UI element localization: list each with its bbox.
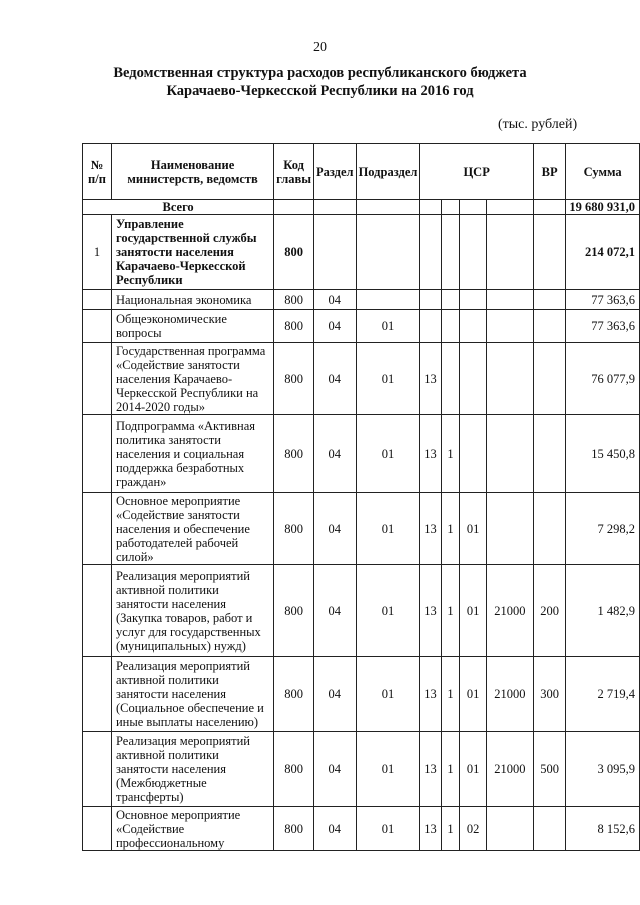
row-csr-program: 13 [420, 565, 441, 657]
row-podrazdel: 01 [356, 807, 420, 851]
row-csr-program [420, 290, 441, 310]
row-csr-event: 01 [460, 493, 486, 565]
row-podrazdel [356, 215, 420, 290]
row-kod: 800 [274, 215, 314, 290]
row-csr-event: 01 [460, 732, 486, 807]
row-csr-event [460, 343, 486, 415]
row-podrazdel: 01 [356, 343, 420, 415]
row-vr [533, 493, 565, 565]
row-sum: 7 298,2 [566, 493, 640, 565]
page-number: 20 [313, 40, 327, 55]
row-name: Реализация мероприятий активной политики занятости населения (Межбюджетные трансферты) [111, 732, 273, 807]
row-vr [533, 215, 565, 290]
row-razdel [313, 215, 356, 290]
row-kod: 800 [274, 343, 314, 415]
row-razdel: 04 [313, 493, 356, 565]
row-kod: 800 [274, 657, 314, 732]
row-csr-program: 13 [420, 415, 441, 493]
row-num [83, 290, 112, 310]
row-name: Управление государственной службы занятости населения Карачаево-Черкесской Республики [111, 215, 273, 290]
table-row [83, 493, 640, 565]
row-num [83, 565, 112, 657]
row-csr-program: 13 [420, 657, 441, 732]
row-kod: 800 [274, 565, 314, 657]
table-row [83, 732, 640, 807]
total-sum: 19 680 931,0 [566, 200, 640, 215]
row-sum: 76 077,9 [566, 343, 640, 415]
row-podrazdel: 01 [356, 657, 420, 732]
row-csr-subprogram: 1 [441, 565, 460, 657]
row-csr-program: 13 [420, 732, 441, 807]
row-sum: 2 719,4 [566, 657, 640, 732]
units-label: (тыс. рублей) [498, 117, 578, 132]
row-num [83, 415, 112, 493]
row-kod: 800 [274, 807, 314, 851]
row-csr-direction [486, 493, 533, 565]
row-podrazdel: 01 [356, 310, 420, 343]
row-csr-direction: 21000 [486, 657, 533, 732]
table-row [83, 290, 640, 310]
row-csr-subprogram: 1 [441, 807, 460, 851]
row-csr-program: 13 [420, 493, 441, 565]
row-num [83, 310, 112, 343]
row-csr-direction: 21000 [486, 565, 533, 657]
row-sum: 3 095,9 [566, 732, 640, 807]
row-num [83, 657, 112, 732]
row-sum: 15 450,8 [566, 415, 640, 493]
row-csr-direction [486, 807, 533, 851]
row-razdel: 04 [313, 657, 356, 732]
row-name: Подпрограмма «Активная политика занятости населения и социальная поддержка безработных граждан» [111, 415, 273, 493]
row-csr-subprogram: 1 [441, 657, 460, 732]
row-num [83, 807, 112, 851]
header-csr: ЦСР [420, 144, 534, 200]
row-csr-subprogram [441, 215, 460, 290]
row-csr-direction [486, 343, 533, 415]
table-row [83, 310, 640, 343]
row-razdel: 04 [313, 732, 356, 807]
row-num [83, 343, 112, 415]
row-csr-direction [486, 310, 533, 343]
row-kod: 800 [274, 415, 314, 493]
row-num [83, 732, 112, 807]
row-vr: 200 [533, 565, 565, 657]
row-razdel: 04 [313, 343, 356, 415]
header-sum: Сумма [566, 144, 640, 200]
row-name: Реализация мероприятий активной политики занятости населения (Закупка товаров, работ и услуг для государственных (муниципальных) нужд) [111, 565, 273, 657]
table-row [83, 565, 640, 657]
row-vr [533, 415, 565, 493]
row-vr [533, 310, 565, 343]
title-line-2: Карачаево-Черкесской Республики на 2016 год [166, 83, 474, 99]
row-sum: 77 363,6 [566, 290, 640, 310]
row-podrazdel [356, 290, 420, 310]
row-csr-subprogram: 1 [441, 732, 460, 807]
header-kod: Код главы [274, 144, 314, 200]
row-csr-direction [486, 415, 533, 493]
row-sum: 214 072,1 [566, 215, 640, 290]
row-vr: 500 [533, 732, 565, 807]
row-csr-event [460, 215, 486, 290]
row-csr-event [460, 415, 486, 493]
row-csr-event: 01 [460, 657, 486, 732]
row-kod: 800 [274, 493, 314, 565]
row-vr: 300 [533, 657, 565, 732]
row-csr-direction [486, 215, 533, 290]
row-num [83, 493, 112, 565]
row-csr-subprogram: 1 [441, 415, 460, 493]
row-kod: 800 [274, 732, 314, 807]
row-csr-direction [486, 290, 533, 310]
row-razdel: 04 [313, 565, 356, 657]
row-csr-event [460, 310, 486, 343]
row-csr-program: 13 [420, 343, 441, 415]
row-vr [533, 290, 565, 310]
row-csr-subprogram: 1 [441, 493, 460, 565]
header-row [83, 144, 640, 200]
row-sum: 8 152,6 [566, 807, 640, 851]
table-row [83, 215, 640, 290]
title-line-1: Ведомственная структура расходов республиканского бюджета [113, 65, 527, 81]
row-num: 1 [83, 215, 112, 290]
row-csr-program: 13 [420, 807, 441, 851]
row-podrazdel: 01 [356, 493, 420, 565]
total-row [83, 200, 640, 215]
row-name: Реализация мероприятий активной политики занятости населения (Социальное обеспечение и иные выплаты населению) [111, 657, 273, 732]
row-razdel: 04 [313, 290, 356, 310]
table-row [83, 415, 640, 493]
row-name: Основное мероприятие «Содействие профессиональному [111, 807, 273, 851]
row-csr-subprogram [441, 343, 460, 415]
row-name: Основное мероприятие «Содействие занятости населения и обеспечение работодателей рабочей силой» [111, 493, 273, 565]
row-csr-direction: 21000 [486, 732, 533, 807]
row-kod: 800 [274, 290, 314, 310]
header-name: Наименование министерств, ведомств [111, 144, 273, 200]
row-podrazdel: 01 [356, 732, 420, 807]
row-name: Общеэкономические вопросы [111, 310, 273, 343]
row-csr-subprogram [441, 310, 460, 343]
row-razdel: 04 [313, 415, 356, 493]
header-vr: ВР [533, 144, 565, 200]
row-vr [533, 807, 565, 851]
row-podrazdel: 01 [356, 565, 420, 657]
row-sum: 1 482,9 [566, 565, 640, 657]
header-razdel: Раздел [313, 144, 356, 200]
table-row [83, 807, 640, 851]
row-csr-program [420, 215, 441, 290]
row-name: Национальная экономика [111, 290, 273, 310]
table-row [83, 343, 640, 415]
row-razdel: 04 [313, 310, 356, 343]
row-csr-program [420, 310, 441, 343]
row-csr-event: 01 [460, 565, 486, 657]
row-razdel: 04 [313, 807, 356, 851]
row-podrazdel: 01 [356, 415, 420, 493]
row-sum: 77 363,6 [566, 310, 640, 343]
table-row [83, 657, 640, 732]
header-num: № п/п [83, 144, 112, 200]
row-vr [533, 343, 565, 415]
row-csr-event: 02 [460, 807, 486, 851]
header-podrazdel: Подраздел [356, 144, 420, 200]
budget-table [82, 143, 640, 851]
row-csr-subprogram [441, 290, 460, 310]
row-kod: 800 [274, 310, 314, 343]
row-csr-event [460, 290, 486, 310]
total-label: Всего [83, 200, 274, 215]
row-name: Государственная программа «Содействие занятости населения Карачаево-Черкесской Республики на 2014-2020 годы» [111, 343, 273, 415]
document-title [60, 64, 580, 100]
